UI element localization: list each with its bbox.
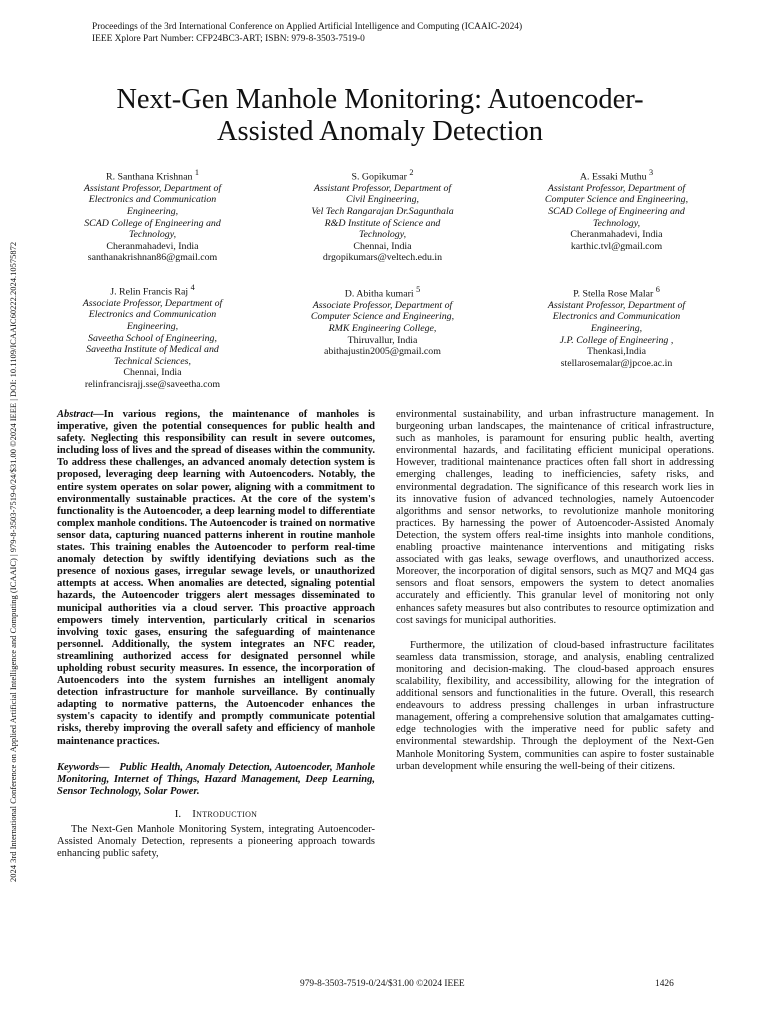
author-email: drgopikumars@veltech.edu.in (322, 252, 443, 264)
author-affiliation: Vel Tech Rangarajan Dr.Sagunthala (311, 206, 454, 218)
author-affiliation: Technology, (128, 229, 177, 241)
title-line-2: Assisted Anomaly Detection (216, 116, 544, 147)
author-name: A. Essaki Muthu $^3$ (579, 168, 654, 183)
author-location: Thiruvallur, India (347, 334, 418, 346)
author-block-3 (519, 167, 714, 252)
sidebar-citation: 2024 3rd International Conference on Applied Artificial Intelligence and Computing (ICAAIC) | 979-8-3503-7519-0/24/$31.00 ©2024 IEEE | DOI: 10.1109/ICAAIC60222.2024.10575872 (8, 241, 18, 882)
author-affiliation: Assistant Professor, Department of (547, 182, 686, 194)
author-affiliation: Civil Engineering, (346, 194, 419, 206)
author-name: S. Gopikumar $^2$ (351, 168, 414, 183)
author-affiliation: Technology, (358, 229, 407, 241)
author-block-1 (55, 167, 250, 264)
author-affiliation: Electronics and Communication (88, 309, 217, 321)
author-block-2 (285, 167, 480, 264)
author-location: Thenkasi,India (587, 346, 646, 358)
author-affiliation: Computer Science and Engineering, (310, 311, 455, 323)
intro-paragraph-2: Furthermore, the utilization of cloud-based infrastructure facilitates seamless data transmission, storage, and analysis, enabling centralized monitoring and decision-making. The cloud-based approach ensures scalability, flexibility, and accessibility, allowing for the integration of additional sensors and functionalities in the future. Overall, this research endeavours to address pressing challenges in urban infrastructure management, offering a comprehensive solution that amalgamates cutting-edge technologies with the imperative need for public safety and environmental stewardship. Through the deployment of the Next-Gen Manhole Monitoring System, communities can aspire to foster sustainable urban development while ensuring the well-being of their citizens. (396, 639, 714, 772)
author-email: abithajustin2005@gmail.com (324, 346, 441, 358)
section-heading-introduction: I. Introduction (174, 807, 258, 820)
footer-code: 979-8-3503-7519-0/24/$31.00 ©2024 IEEE (300, 979, 465, 989)
author-email: stellarosemalar@jpcoe.ac.in (560, 357, 673, 369)
author-name: R. Santhana Krishnan $^1$ (106, 168, 199, 183)
intro-paragraph-1-start: The Next-Gen Manhole Monitoring System, integrating Autoencoder-Assisted Anomaly Detection, represents a pioneering approach towards enhancing public safety, (57, 824, 375, 860)
header-line-1: Proceedings of the 3rd International Conference on Applied Artificial Intelligence and Computing (ICAAIC-2024) (92, 22, 523, 32)
author-location: Cheranmahadevi, India (106, 240, 199, 252)
right-column (396, 409, 714, 773)
author-location: Cheranmahadevi, India (570, 229, 663, 241)
author-affiliation: Engineering, (126, 321, 179, 333)
proceedings-header (92, 22, 522, 45)
author-affiliation: RMK Engineering College, (328, 323, 437, 335)
author-affiliation: Electronics and Communication (88, 194, 217, 206)
page-number: 1426 (655, 979, 674, 989)
author-affiliation: Assistant Professor, Department of (313, 182, 452, 194)
author-affiliation: R&D Institute of Science and (324, 217, 441, 229)
author-name: D. Abitha kumari $^5$ (344, 285, 421, 300)
author-email: santhanakrishnan86@gmail.com (87, 252, 218, 264)
author-affiliation: SCAD College of Engineering and (548, 206, 685, 218)
abstract-label: Abstract (57, 409, 94, 420)
author-affiliation: SCAD College of Engineering and (84, 217, 221, 229)
author-affiliation: Saveetha School of Engineering, (88, 332, 217, 344)
author-affiliation: Engineering, (126, 206, 179, 218)
author-affiliation: Electronics and Communication (552, 311, 681, 323)
author-affiliation: Technology, (592, 217, 641, 229)
author-block-4 (55, 282, 250, 391)
keywords (57, 762, 375, 798)
intro-paragraph-1-cont: environmental sustainability, and urban infrastructure management. In burgeoning urban landscapes, the maintenance of critical infrastructure, such as manholes, is paramount for ensuring public health, averting environmental hazards, and facilitating efficient municipal operations. However, traditional maintenance practices often fall short in addressing emerging challenges, leading to inefficiencies, safety risks, and environmental degradation. The significance of this research work lies in its innovative fusion of advanced technologies, namely Autoencoder algorithms and sensor networks, to revolutionize manhole monitoring practices. By harnessing the power of Autoencoder-Assisted Anomaly Detection, the system offers real-time insights into manhole conditions, enabling proactive maintenance interventions and mitigating risks associated with gas leaks, sewage overflows, and unauthorized access. Moreover, the incorporation of digital sensors, such as MQ7 and MQ4 gas sensors and float sensors, empowers the system to detect anomalies accurately and efficiently. This granular level of monitoring not only enhances safety measures but also contributes to resource optimization and cost savings for municipal authorities. (396, 409, 714, 626)
author-email: relinfrancisrajj.sse@saveetha.com (84, 379, 221, 391)
author-location: Chennai, India (123, 367, 182, 379)
keywords-text: Public Health, Anomaly Detection, Autoencoder, Manhole Monitoring, Internet of Things, Hazard Management, Deep Learning, Sensor Technology, Solar Power. (57, 761, 376, 797)
author-email: karthic.tvl@gmail.com (570, 240, 663, 252)
author-affiliation: Technical Sciences, (114, 355, 191, 367)
title-line-1: Next-Gen Manhole Monitoring: Autoencoder- (116, 84, 644, 115)
author-name: J. Relin Francis Raj $^4$ (110, 283, 195, 298)
author-affiliation: Assistant Professor, Department of (547, 299, 686, 311)
author-affiliation: Associate Professor, Department of (82, 297, 223, 309)
author-affiliation: Engineering, (590, 323, 643, 335)
paper-title (60, 84, 700, 148)
author-block-5 (285, 284, 480, 358)
author-affiliation: J.P. College of Engineering , (559, 334, 674, 346)
author-affiliation: Saveetha Institute of Medical and (86, 344, 219, 356)
author-affiliation: Associate Professor, Department of (312, 299, 453, 311)
left-column (57, 409, 375, 860)
keywords-label: Keywords— (57, 761, 110, 773)
author-affiliation: Assistant Professor, Department of (83, 182, 222, 194)
author-affiliation: Computer Science and Engineering, (544, 194, 689, 206)
header-line-2: IEEE Xplore Part Number: CFP24BC3-ART; ISBN: 979-8-3503-7519-0 (92, 33, 365, 44)
abstract-text: In various regions, the maintenance of manholes is imperative, given the potential consequences for public health and safety. Neglecting this responsibility can result in severe outcomes, including loss of lives and the spread of diseases within the community. To address these challenges, an advanced anomaly detection system is proposed, leveraging deep learning with Autoencoders. Notably, the entire system operates on solar power, aligning with a commitment to environmentally sustainable practices. At the core of the system's functionality is the Autoencoder, a deep learning model to differentiate complex manhole conditions. The Autoencoder is trained on normative sensor data, capturing nuanced patterns inherent in routine manhole states. This training enables the Autoencoder to perform real-time anomaly detection by swiftly identifying deviations such as the presence of noxious gases, irregular sewage levels, or unauthorized attempts at access. When anomalies are detected, signaling potential hazards, the Autoencoder triggers alert messages disseminated to municipal authorities via a cloud server. This proactive approach empowers timely intervention, particularly critical in scenarios involving toxic gases, ensuring the safeguarding of maintenance personnel. Additionally, the system integrates an NFC reader, streamlining authorized access for designated personnel while upholding robust security measures. In essence, the incorporation of Autoencoders into the system furnishes an intelligent anomaly detection infrastructure for manhole surveillance. By continually adapting to normative patterns, the Autoencoder enhances the system's capacity to identify and promptly communicate potential risks, thereby improving the overall safety and efficiency of manhole maintenance practices. (57, 409, 375, 747)
author-name: P. Stella Rose Malar $^6$ (573, 285, 660, 300)
author-block-6 (519, 284, 714, 369)
abstract: Abstract—In various regions, the maintenance of manholes is imperative, given the potential consequences for public health and safety. Neglecting this responsibility can result in severe outcomes, including loss of lives and the spread of diseases within the community. To address these challenges, an advanced anomaly detection system is proposed, leveraging deep learning with Autoencoders. Notably, the entire system operates on solar power, aligning with a commitment to environmentally sustainable practices. At the core of the system's functionality is the Autoencoder, a deep learning model to differentiate complex manhole conditions. The Autoencoder is trained on normative sensor data, capturing nuanced patterns inherent in routine manhole states. This training enables the Autoencoder to perform real-time anomaly detection by swiftly identifying deviations such as the presence of noxious gases, irregular sewage levels, or unauthorized attempts at access. When anomalies are detected, signaling potential hazards, the Autoencoder triggers alert messages disseminated to municipal authorities via a cloud server. This proactive approach empowers timely intervention, particularly critical in scenarios involving toxic gases, ensuring the safeguarding of maintenance personnel. Additionally, the system integrates an NFC reader, streamlining authorized access for designated personnel while upholding robust security measures. In essence, the incorporation of Autoencoders into the system furnishes an intelligent anomaly detection infrastructure for manhole surveillance. By continually adapting to normative patterns, the Autoencoder enhances the system's capacity to identify and promptly communicate potential risks, thereby improving the overall safety and efficiency of manhole maintenance practices. (57, 409, 375, 747)
author-location: Chennai, India (353, 240, 412, 252)
